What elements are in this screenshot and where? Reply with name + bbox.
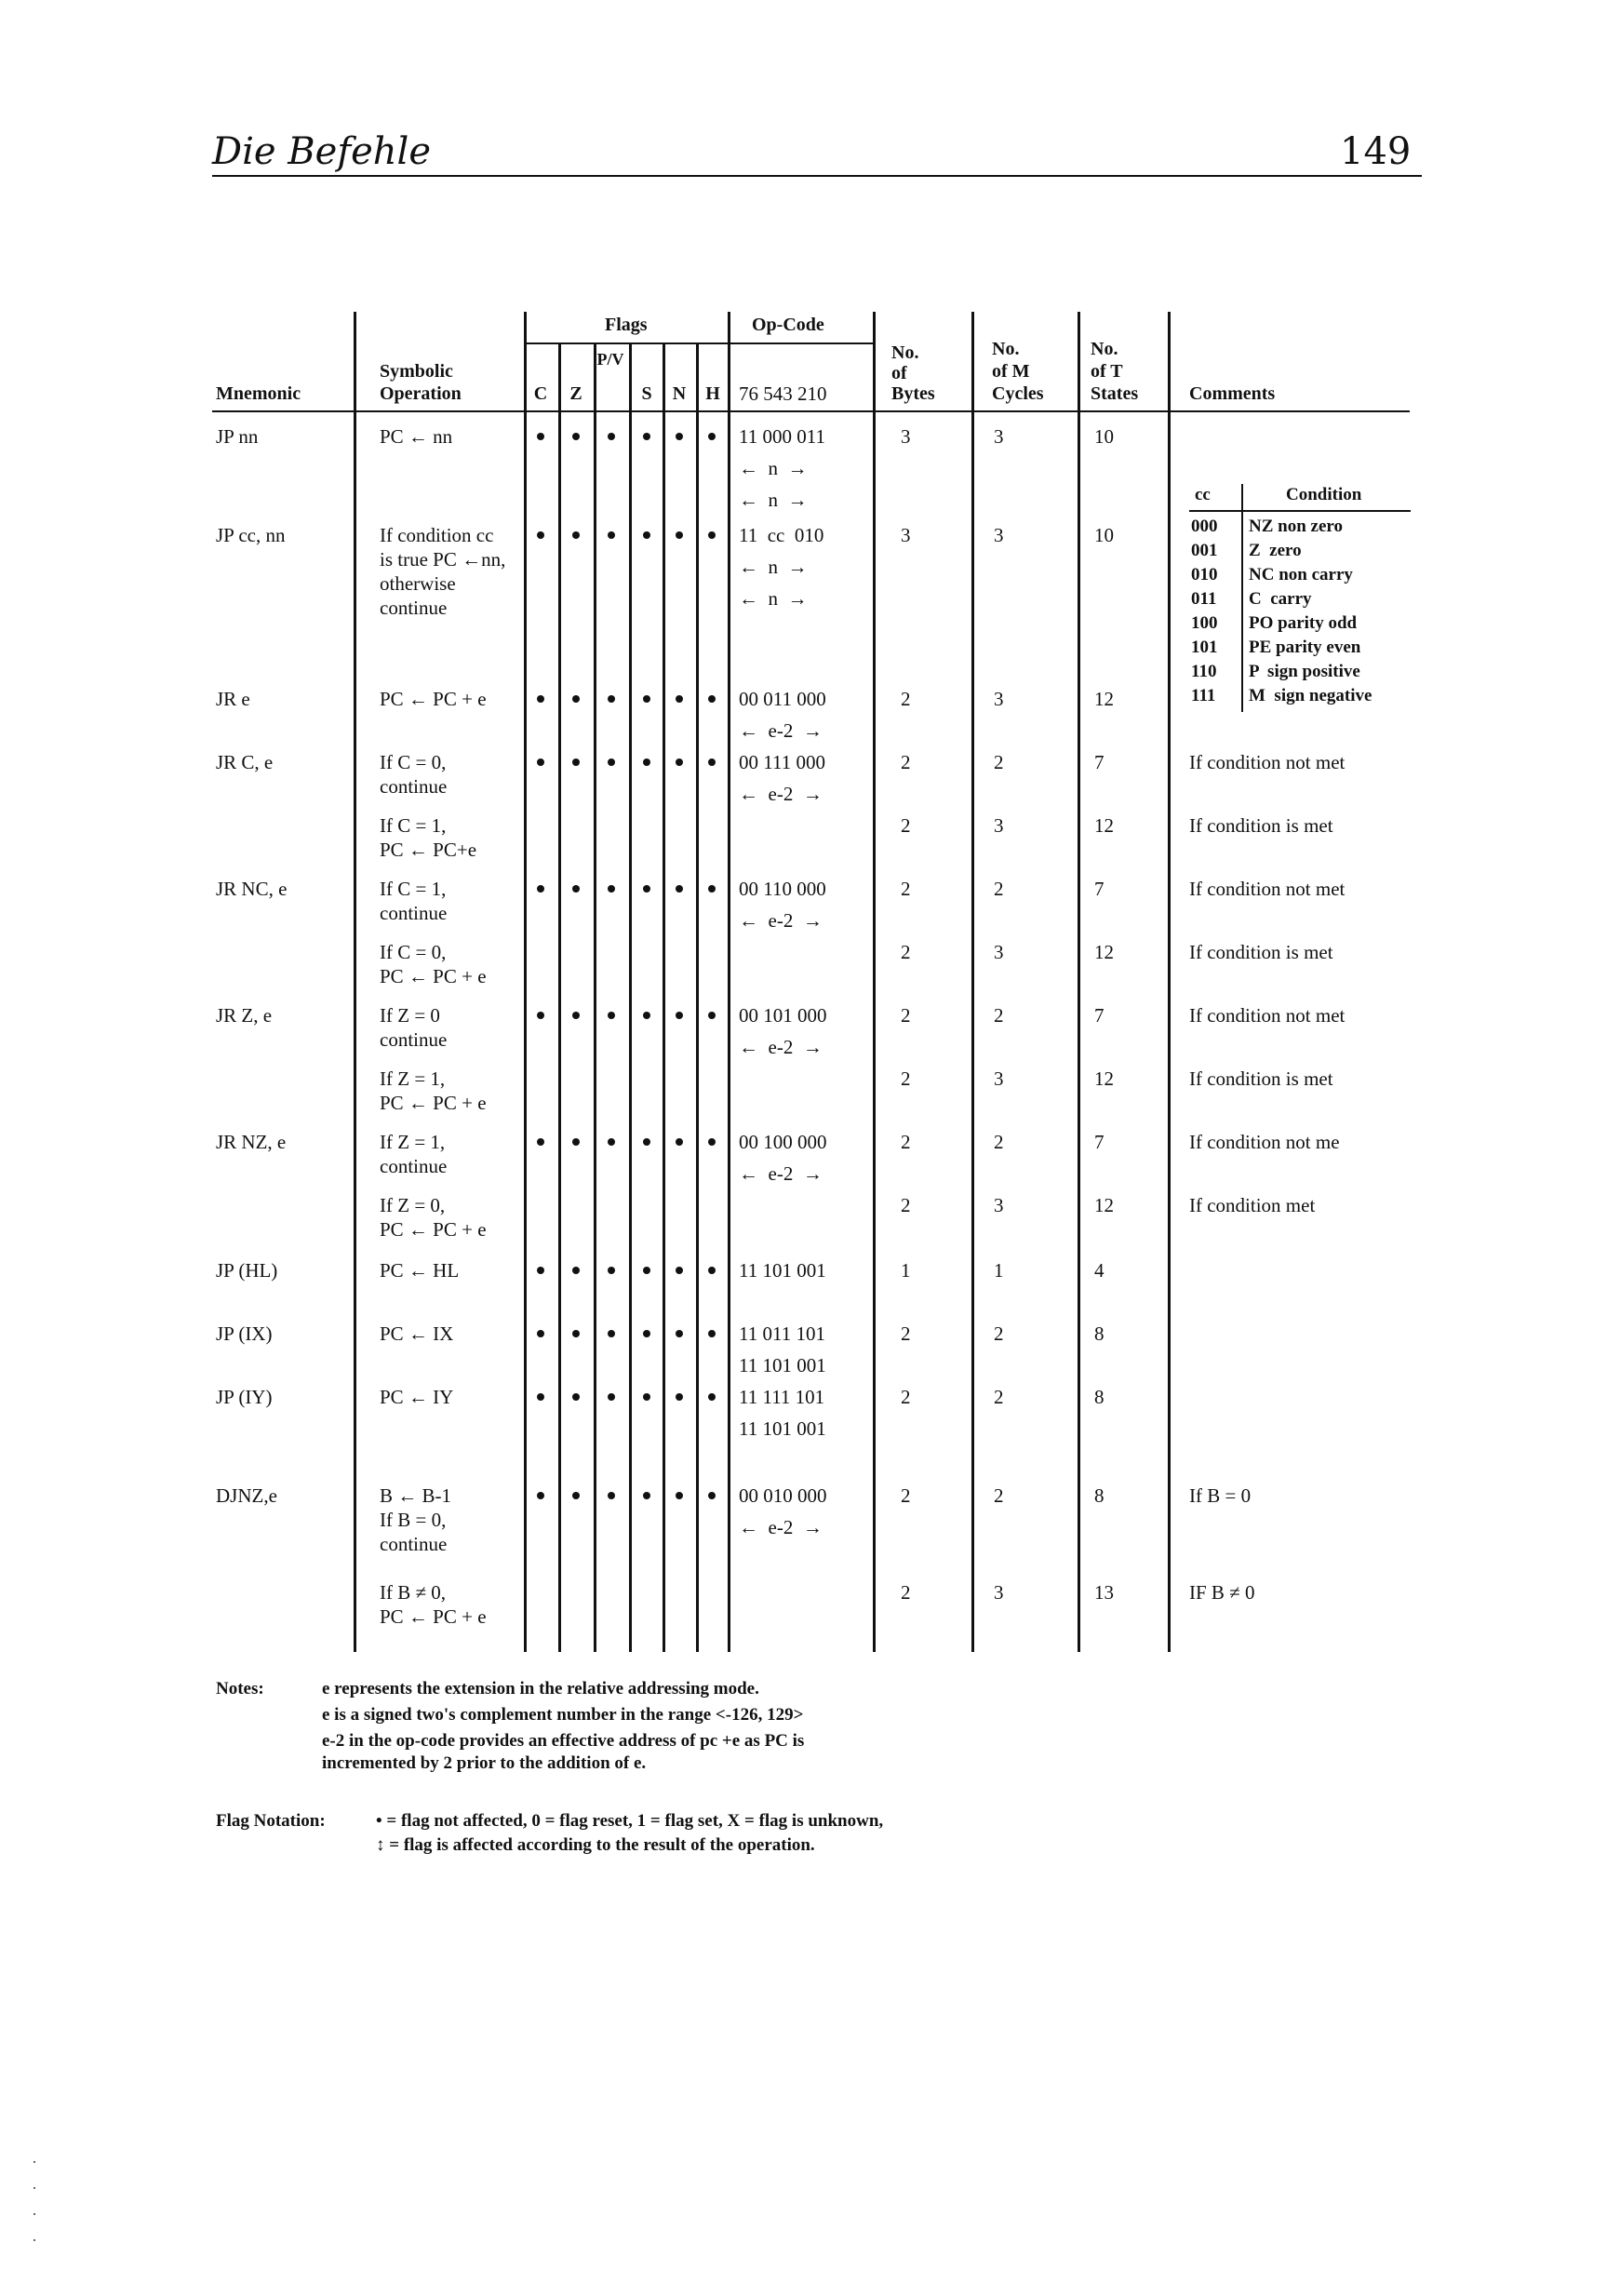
- flag-header-c: C: [533, 383, 548, 404]
- condition-code: 100: [1191, 613, 1218, 633]
- row-tstates: 10: [1094, 425, 1114, 448]
- row-comment: If condition not me: [1189, 1131, 1340, 1153]
- row-symbolic-operation: B ← B-1 If B = 0, continue: [380, 1484, 452, 1555]
- row-opcode-line: ← e-2 →: [739, 1036, 823, 1058]
- row-mcycles: 2: [994, 1323, 1004, 1345]
- flag-unaffected-dot: [608, 1267, 615, 1274]
- row-opcode-line: 11 011 101: [739, 1323, 825, 1345]
- flag-unaffected-dot: [608, 531, 615, 539]
- flag-unaffected-dot: [643, 759, 650, 766]
- flag-unaffected-dot: [572, 1012, 580, 1019]
- row-opcode-line: 11 000 011: [739, 425, 825, 448]
- flag-unaffected-dot: [708, 695, 716, 703]
- row-mcycles: 3: [994, 814, 1004, 837]
- row-bytes: 2: [901, 1386, 911, 1408]
- condition-header-cc: cc: [1195, 485, 1211, 504]
- row-opcode-line: ← e-2 →: [739, 783, 823, 805]
- row-tstates: 12: [1094, 688, 1114, 710]
- flag-notation-label: Flag Notation:: [216, 1811, 326, 1831]
- row-opcode-line: ← e-2 →: [739, 1162, 823, 1185]
- row-opcode-line: ← e-2 →: [739, 1516, 823, 1538]
- row-mnemonic: JP (IY): [216, 1386, 273, 1408]
- row-symbolic-operation: If C = 0, continue: [380, 751, 448, 798]
- row-bytes: 2: [901, 1067, 911, 1090]
- col-header-comments: Comments: [1189, 383, 1276, 404]
- flag-unaffected-dot: [537, 1393, 544, 1401]
- column-divider: [728, 312, 730, 1652]
- row-mnemonic: JP cc, nn: [216, 524, 286, 546]
- flag-unaffected-dot: [676, 1138, 683, 1146]
- flag-unaffected-dot: [676, 885, 683, 893]
- flag-unaffected-dot: [608, 1393, 615, 1401]
- row-mnemonic: JR e: [216, 688, 250, 710]
- condition-header-rule: [1189, 510, 1411, 512]
- page-title: Die Befehle: [212, 130, 432, 173]
- row-tstates: 7: [1094, 751, 1105, 773]
- flag-unaffected-dot: [537, 695, 544, 703]
- row-tstates: 4: [1094, 1259, 1105, 1282]
- row-mcycles: 2: [994, 1386, 1004, 1408]
- flag-header-z: Z: [569, 383, 582, 404]
- row-tstates: 8: [1094, 1484, 1105, 1507]
- flag-unaffected-dot: [643, 1012, 650, 1019]
- row-mnemonic: JP (HL): [216, 1259, 278, 1282]
- flag-unaffected-dot: [676, 1492, 683, 1499]
- flag-unaffected-dot: [708, 1138, 716, 1146]
- row-tstates: 7: [1094, 1131, 1105, 1153]
- row-mcycles: 3: [994, 688, 1004, 710]
- flag-unaffected-dot: [708, 759, 716, 766]
- row-mnemonic: JP nn: [216, 425, 259, 448]
- condition-description: PE parity even: [1249, 638, 1361, 657]
- row-opcode-line: 11 111 101: [739, 1386, 825, 1408]
- row-opcode-line: ← n →: [739, 489, 808, 511]
- header-rule: [212, 175, 1422, 177]
- flag-unaffected-dot: [708, 1267, 716, 1274]
- col-header-operation: Operation: [380, 383, 462, 404]
- flag-unaffected-dot: [537, 885, 544, 893]
- flag-unaffected-dot: [537, 1138, 544, 1146]
- row-opcode-line: 11 cc 010: [739, 524, 824, 546]
- row-symbolic-operation: If C = 1, continue: [380, 878, 448, 924]
- flag-unaffected-dot: [708, 885, 716, 893]
- flag-unaffected-dot: [708, 531, 716, 539]
- condition-code: 111: [1191, 686, 1216, 705]
- row-opcode-line: 00 100 000: [739, 1131, 827, 1153]
- row-bytes: 2: [901, 688, 911, 710]
- note-line: e represents the extension in the relative addressing mode.: [322, 1679, 759, 1699]
- flag-header-n: N: [672, 383, 687, 404]
- flag-unaffected-dot: [608, 695, 615, 703]
- flag-unaffected-dot: [537, 433, 544, 440]
- row-tstates: 13: [1094, 1581, 1114, 1604]
- row-symbolic-operation: If C = 1, PC ← PC+e: [380, 814, 477, 861]
- flag-unaffected-dot: [572, 1267, 580, 1274]
- row-comment: If condition is met: [1189, 941, 1333, 963]
- column-divider: [696, 344, 699, 1652]
- flag-unaffected-dot: [537, 1012, 544, 1019]
- flag-unaffected-dot: [643, 1138, 650, 1146]
- row-mnemonic: JR NZ, e: [216, 1131, 287, 1153]
- page-number: 149: [1340, 130, 1412, 173]
- condition-divider: [1241, 484, 1243, 712]
- flag-header-h: H: [705, 383, 720, 404]
- row-comment: IF B ≠ 0: [1189, 1581, 1255, 1604]
- flag-unaffected-dot: [708, 1330, 716, 1337]
- row-mcycles: 3: [994, 1581, 1004, 1604]
- col-header-symbolic: Symbolic: [380, 361, 453, 382]
- flag-unaffected-dot: [708, 433, 716, 440]
- row-symbolic-operation: If Z = 0 continue: [380, 1004, 448, 1051]
- condition-description: P sign positive: [1249, 662, 1360, 681]
- row-opcode-line: 11 101 001: [739, 1259, 826, 1282]
- row-symbolic-operation: If Z = 0, PC ← PC + e: [380, 1194, 487, 1241]
- row-tstates: 7: [1094, 1004, 1105, 1027]
- column-divider: [629, 344, 632, 1652]
- column-divider: [971, 312, 974, 1652]
- condition-description: PO parity odd: [1249, 613, 1358, 633]
- flag-unaffected-dot: [608, 1012, 615, 1019]
- row-bytes: 2: [901, 1323, 911, 1345]
- flag-unaffected-dot: [537, 1267, 544, 1274]
- table-header-rule: [212, 410, 1410, 412]
- flag-unaffected-dot: [676, 759, 683, 766]
- flag-unaffected-dot: [643, 695, 650, 703]
- condition-description: M sign negative: [1249, 686, 1372, 705]
- col-header-flags: Flags: [605, 315, 648, 335]
- row-tstates: 10: [1094, 524, 1114, 546]
- column-divider: [524, 312, 527, 1652]
- row-comment: If condition not met: [1189, 1004, 1346, 1027]
- row-opcode-line: 11 101 001: [739, 1354, 826, 1376]
- row-bytes: 2: [901, 1581, 911, 1604]
- column-divider: [558, 344, 561, 1652]
- row-symbolic-operation: PC ← HL: [380, 1259, 460, 1282]
- flag-unaffected-dot: [537, 1492, 544, 1499]
- col-header-bytes-1: No.: [891, 342, 919, 363]
- condition-code: 101: [1191, 638, 1218, 657]
- flag-unaffected-dot: [608, 1330, 615, 1337]
- flag-unaffected-dot: [676, 1012, 683, 1019]
- row-opcode-line: ← n →: [739, 556, 808, 578]
- row-tstates: 12: [1094, 814, 1114, 837]
- row-symbolic-operation: If Z = 1, PC ← PC + e: [380, 1067, 487, 1114]
- col-header-opcode: Op-Code: [752, 315, 824, 335]
- row-mcycles: 3: [994, 941, 1004, 963]
- flag-unaffected-dot: [608, 885, 615, 893]
- row-comment: If condition is met: [1189, 814, 1333, 837]
- condition-header-condition: Condition: [1286, 485, 1362, 504]
- row-mcycles: 2: [994, 751, 1004, 773]
- row-symbolic-operation: PC ← IY: [380, 1386, 454, 1408]
- row-mcycles: 2: [994, 1004, 1004, 1027]
- row-opcode-line: 00 101 000: [739, 1004, 827, 1027]
- row-bytes: 2: [901, 941, 911, 963]
- row-opcode-line: 11 101 001: [739, 1417, 826, 1440]
- row-mnemonic: DJNZ,e: [216, 1484, 277, 1507]
- condition-code: 011: [1191, 589, 1217, 609]
- note-line: e-2 in the op-code provides an effective address of pc +e as PC is: [322, 1731, 805, 1751]
- row-bytes: 3: [901, 524, 911, 546]
- notes-label: Notes:: [216, 1679, 264, 1699]
- row-bytes: 2: [901, 1194, 911, 1216]
- flag-notation-line: ↕ = flag is affected according to the result of the operation.: [376, 1835, 815, 1855]
- note-line: incremented by 2 prior to the addition of e.: [322, 1753, 647, 1773]
- flag-header-s: S: [641, 383, 652, 404]
- flag-unaffected-dot: [708, 1492, 716, 1499]
- row-mcycles: 3: [994, 1194, 1004, 1216]
- row-bytes: 3: [901, 425, 911, 448]
- row-symbolic-operation: PC ← PC + e: [380, 688, 487, 710]
- flag-unaffected-dot: [572, 1492, 580, 1499]
- row-comment: If condition is met: [1189, 1067, 1333, 1090]
- row-comment: If condition not met: [1189, 878, 1346, 900]
- flag-unaffected-dot: [608, 433, 615, 440]
- flag-unaffected-dot: [572, 885, 580, 893]
- flag-unaffected-dot: [708, 1012, 716, 1019]
- flag-unaffected-dot: [537, 1330, 544, 1337]
- column-divider: [594, 344, 596, 1652]
- flag-unaffected-dot: [676, 1330, 683, 1337]
- row-bytes: 2: [901, 1004, 911, 1027]
- row-tstates: 12: [1094, 941, 1114, 963]
- col-header-mnemonic: Mnemonic: [216, 383, 301, 404]
- flag-unaffected-dot: [537, 759, 544, 766]
- row-bytes: 2: [901, 1484, 911, 1507]
- row-opcode-line: ← n →: [739, 587, 808, 610]
- row-bytes: 2: [901, 1131, 911, 1153]
- row-mcycles: 2: [994, 878, 1004, 900]
- condition-code: 010: [1191, 565, 1218, 584]
- flag-unaffected-dot: [676, 433, 683, 440]
- flag-unaffected-dot: [643, 1393, 650, 1401]
- column-divider: [663, 344, 665, 1652]
- flag-unaffected-dot: [643, 1330, 650, 1337]
- row-tstates: 12: [1094, 1194, 1114, 1216]
- row-mnemonic: JR NC, e: [216, 878, 288, 900]
- note-line: e is a signed two's complement number in the range <-126, 129>: [322, 1705, 804, 1725]
- row-symbolic-operation: If B ≠ 0, PC ← PC + e: [380, 1581, 487, 1628]
- row-opcode-line: 00 111 000: [739, 751, 825, 773]
- row-opcode-line: ← e-2 →: [739, 909, 823, 932]
- scan-speck: [33, 2239, 35, 2241]
- flag-unaffected-dot: [572, 1330, 580, 1337]
- row-comment: If B = 0: [1189, 1484, 1252, 1507]
- row-mnemonic: JR Z, e: [216, 1004, 273, 1027]
- flag-unaffected-dot: [643, 531, 650, 539]
- column-divider: [354, 312, 356, 1652]
- flag-unaffected-dot: [676, 531, 683, 539]
- condition-description: C carry: [1249, 589, 1312, 609]
- flag-unaffected-dot: [676, 695, 683, 703]
- row-symbolic-operation: If C = 0, PC ← PC + e: [380, 941, 487, 987]
- flag-unaffected-dot: [643, 1492, 650, 1499]
- flag-unaffected-dot: [572, 695, 580, 703]
- column-divider: [873, 312, 876, 1652]
- row-tstates: 8: [1094, 1386, 1105, 1408]
- row-opcode-line: 00 011 000: [739, 688, 826, 710]
- condition-description: Z zero: [1249, 541, 1302, 560]
- row-mcycles: 3: [994, 425, 1004, 448]
- col-header-tstates-1: No.: [1091, 339, 1118, 359]
- col-header-bytes-2: of: [891, 363, 907, 383]
- row-opcode-line: 00 010 000: [739, 1484, 827, 1507]
- row-opcode-line: 00 110 000: [739, 878, 826, 900]
- row-mcycles: 2: [994, 1484, 1004, 1507]
- row-mnemonic: JR C, e: [216, 751, 274, 773]
- row-bytes: 2: [901, 878, 911, 900]
- flag-unaffected-dot: [676, 1267, 683, 1274]
- condition-code: 000: [1191, 517, 1218, 536]
- col-header-tstates-2: of T: [1091, 361, 1123, 382]
- flag-unaffected-dot: [608, 1138, 615, 1146]
- flag-unaffected-dot: [537, 531, 544, 539]
- col-header-mcycles-2: of M: [992, 361, 1030, 382]
- flag-unaffected-dot: [572, 759, 580, 766]
- row-mnemonic: JP (IX): [216, 1323, 273, 1345]
- row-mcycles: 3: [994, 1067, 1004, 1090]
- flag-unaffected-dot: [643, 885, 650, 893]
- row-symbolic-operation: PC ← nn: [380, 425, 453, 448]
- flags-opcode-rule: [524, 342, 873, 344]
- row-symbolic-operation: PC ← IX: [380, 1323, 454, 1345]
- col-header-mcycles-3: Cycles: [992, 383, 1044, 404]
- row-bytes: 1: [901, 1259, 911, 1282]
- row-symbolic-operation: If Z = 1, continue: [380, 1131, 448, 1177]
- scan-speck: [33, 2213, 35, 2215]
- flag-unaffected-dot: [708, 1393, 716, 1401]
- flag-unaffected-dot: [643, 1267, 650, 1274]
- row-mcycles: 1: [994, 1259, 1004, 1282]
- flag-unaffected-dot: [572, 1138, 580, 1146]
- scan-speck: [33, 2187, 35, 2189]
- condition-description: NZ non zero: [1249, 517, 1343, 536]
- flag-unaffected-dot: [676, 1393, 683, 1401]
- row-comment: If condition not met: [1189, 751, 1346, 773]
- condition-code: 110: [1191, 662, 1217, 681]
- col-header-bytes-3: Bytes: [891, 383, 935, 404]
- row-opcode-line: ← e-2 →: [739, 719, 823, 742]
- col-header-tstates-3: States: [1091, 383, 1139, 404]
- row-tstates: 8: [1094, 1323, 1105, 1345]
- column-divider: [1078, 312, 1080, 1652]
- row-symbolic-operation: If condition cc is true PC ←nn, otherwise continue: [380, 524, 506, 619]
- condition-description: NC non carry: [1249, 565, 1353, 584]
- condition-code: 001: [1191, 541, 1218, 560]
- flag-unaffected-dot: [572, 433, 580, 440]
- flag-unaffected-dot: [608, 1492, 615, 1499]
- row-opcode-line: ← n →: [739, 457, 808, 479]
- flag-unaffected-dot: [643, 433, 650, 440]
- column-divider: [1168, 312, 1171, 1652]
- col-header-mcycles-1: No.: [992, 339, 1020, 359]
- row-comment: If condition met: [1189, 1194, 1316, 1216]
- scan-speck: [33, 2161, 35, 2163]
- row-tstates: 7: [1094, 878, 1105, 900]
- col-header-opcode-bits: 76 543 210: [739, 383, 827, 405]
- flag-notation-line: • = flag not affected, 0 = flag reset, 1 = flag set, X = flag is unknown,: [376, 1811, 884, 1831]
- flag-unaffected-dot: [572, 1393, 580, 1401]
- row-mcycles: 3: [994, 524, 1004, 546]
- flag-header-pv: P/V: [596, 350, 624, 369]
- flag-unaffected-dot: [572, 531, 580, 539]
- flag-unaffected-dot: [608, 759, 615, 766]
- row-mcycles: 2: [994, 1131, 1004, 1153]
- row-bytes: 2: [901, 814, 911, 837]
- row-bytes: 2: [901, 751, 911, 773]
- row-tstates: 12: [1094, 1067, 1114, 1090]
